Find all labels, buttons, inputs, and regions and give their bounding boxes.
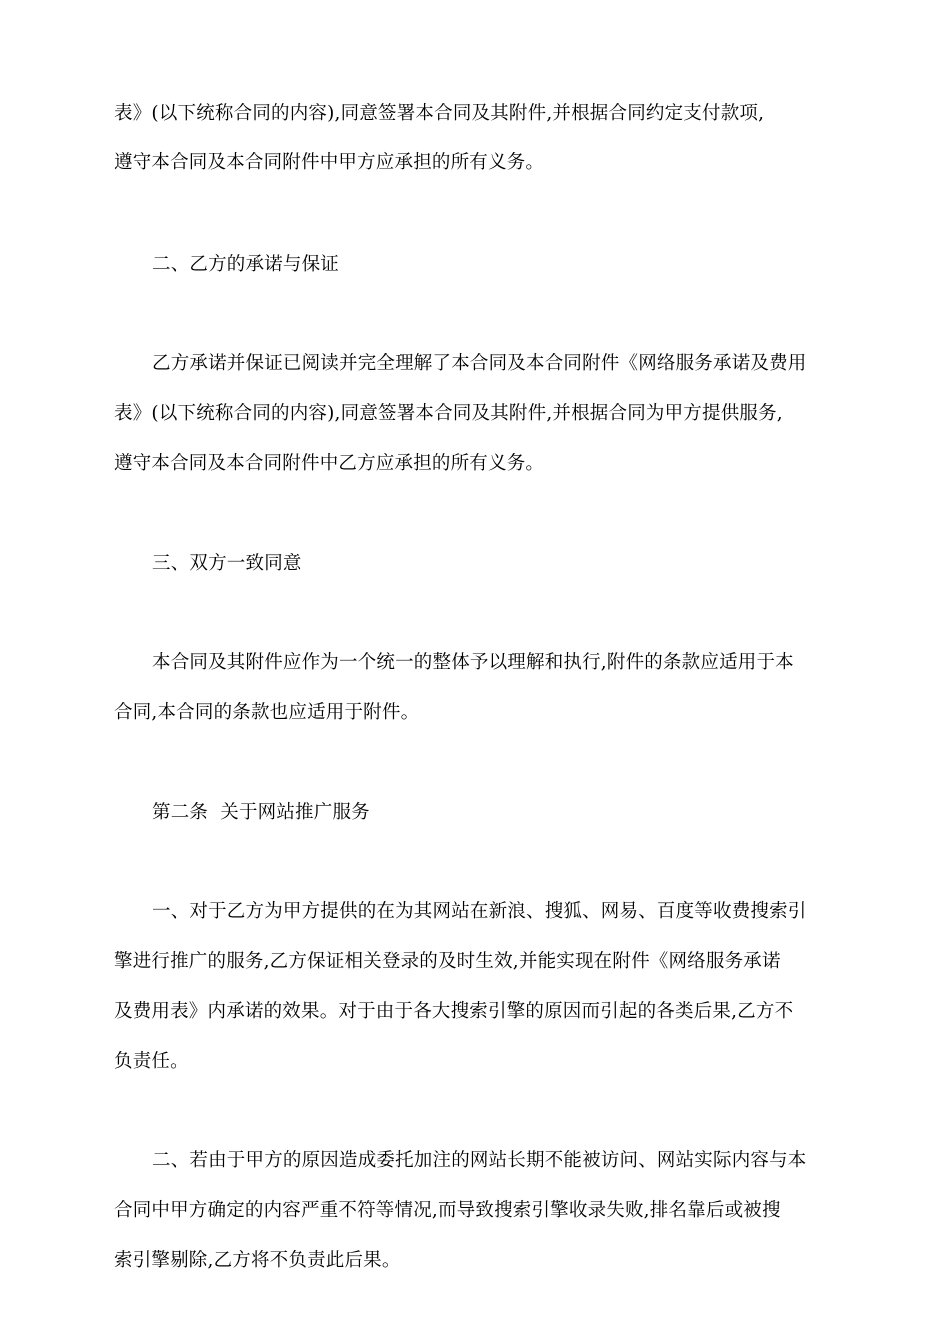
article-heading: 第二条 关于网站推广服务	[152, 802, 370, 823]
paragraph-line: 表》(以下统称合同的内容),同意签署本合同及其附件,并根据合同为甲方提供服务,	[114, 403, 783, 424]
paragraph-line: 本合同及其附件应作为一个统一的整体予以理解和执行,附件的条款应适用于本	[152, 652, 794, 673]
section-heading: 二、乙方的承诺与保证	[152, 254, 340, 275]
paragraph-line: 遵守本合同及本合同附件中甲方应承担的所有义务。	[114, 152, 545, 173]
paragraph-line: 擎进行推广的服务,乙方保证相关登录的及时生效,并能实现在附件《网络服务承诺	[114, 951, 781, 972]
paragraph-line: 负责任。	[114, 1051, 189, 1072]
paragraph-line: 遵守本合同及本合同附件中乙方应承担的所有义务。	[114, 453, 545, 474]
paragraph-line: 合同中甲方确定的内容严重不符等情况,而导致搜索引擎收录失败,排名靠后或被搜	[114, 1200, 781, 1221]
paragraph-line: 一、对于乙方为甲方提供的在为其网站在新浪、搜狐、网易、百度等收费搜索引	[152, 901, 807, 922]
paragraph-line: 索引擎剔除,乙方将不负责此后果。	[114, 1250, 401, 1271]
section-heading: 三、双方一致同意	[152, 553, 302, 574]
paragraph-line: 二、若由于甲方的原因造成委托加注的网站长期不能被访问、网站实际内容与本	[152, 1150, 807, 1171]
paragraph-line: 表》(以下统称合同的内容),同意签署本合同及其附件,并根据合同约定支付款项,	[114, 103, 765, 124]
paragraph-line: 合同,本合同的条款也应适用于附件。	[114, 702, 420, 723]
paragraph-line: 乙方承诺并保证已阅读并完全理解了本合同及本合同附件《网络服务承诺及费用	[152, 353, 807, 374]
paragraph-line: 及费用表》内承诺的效果。对于由于各大搜索引擎的原因而引起的各类后果,乙方不	[114, 1001, 794, 1022]
